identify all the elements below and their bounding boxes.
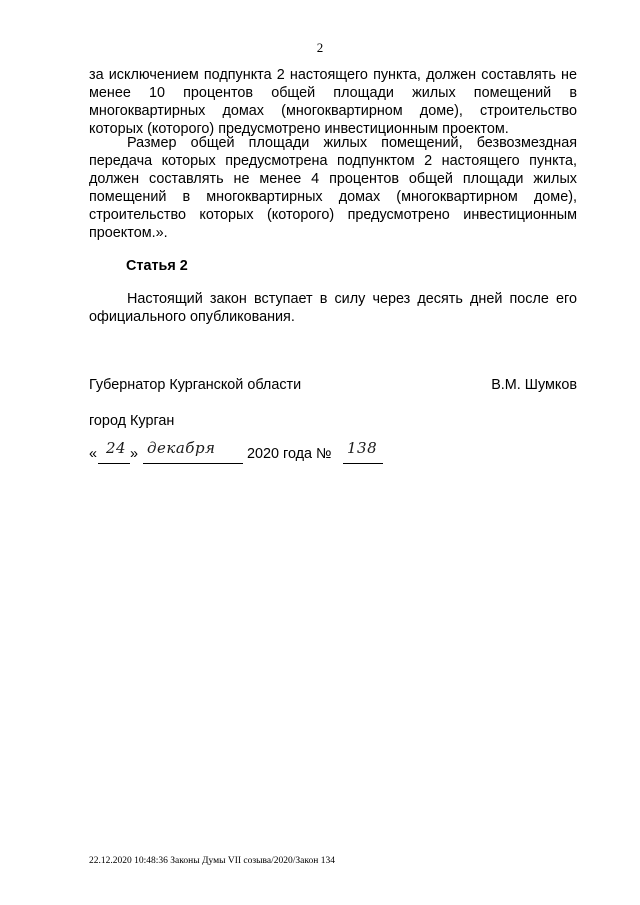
paragraph-area-size: [89, 134, 577, 242]
handwritten-month: декабря: [147, 439, 216, 457]
handwritten-law-number: 138: [347, 439, 378, 457]
paragraph-entry-into-force: [89, 290, 577, 326]
document-footer: 22.12.2020 10:48:36 Законы Думы VII созыва/2020/Закон 134: [89, 856, 335, 866]
article-heading: Статья 2: [126, 258, 188, 274]
paragraph-text: Настоящий закон вступает в силу через десять дней после его официального опубликования.: [89, 291, 577, 325]
paragraph-continuation: [89, 66, 577, 138]
law-number-field: [343, 439, 383, 464]
place-of-signing: город Курган: [89, 413, 175, 429]
signatory-name: В.М. Шумков: [491, 377, 577, 393]
day-field: [98, 439, 130, 464]
year-and-number-label: 2020 года №: [247, 446, 332, 462]
close-quote: »: [130, 446, 139, 462]
open-quote: «: [89, 446, 98, 462]
paragraph-text: Размер общей площади жилых помещений, безвозмездная передача которых предусмотрена подпунктом 2 настоящего пункта, должен составлять не менее 4 процентов общей площади жилых помещений в многоквартирных домах (многоквартирном доме), строительство которых (которого) предусмотрено инвестиционным проектом.».: [89, 135, 577, 241]
month-field: [143, 439, 243, 464]
page-number: 2: [316, 40, 324, 55]
date-and-number-line: [89, 439, 389, 467]
paragraph-text: за исключением подпункта 2 настоящего пункта, должен составлять не менее 10 процентов общей площади жилых помещений в многоквартирных домах (многоквартирном доме), строительство которых (которого) предусмотрено инвестиционным проектом.: [89, 67, 577, 137]
handwritten-day: 24: [106, 439, 127, 457]
signatory-title: Губернатор Курганской области: [89, 377, 302, 393]
